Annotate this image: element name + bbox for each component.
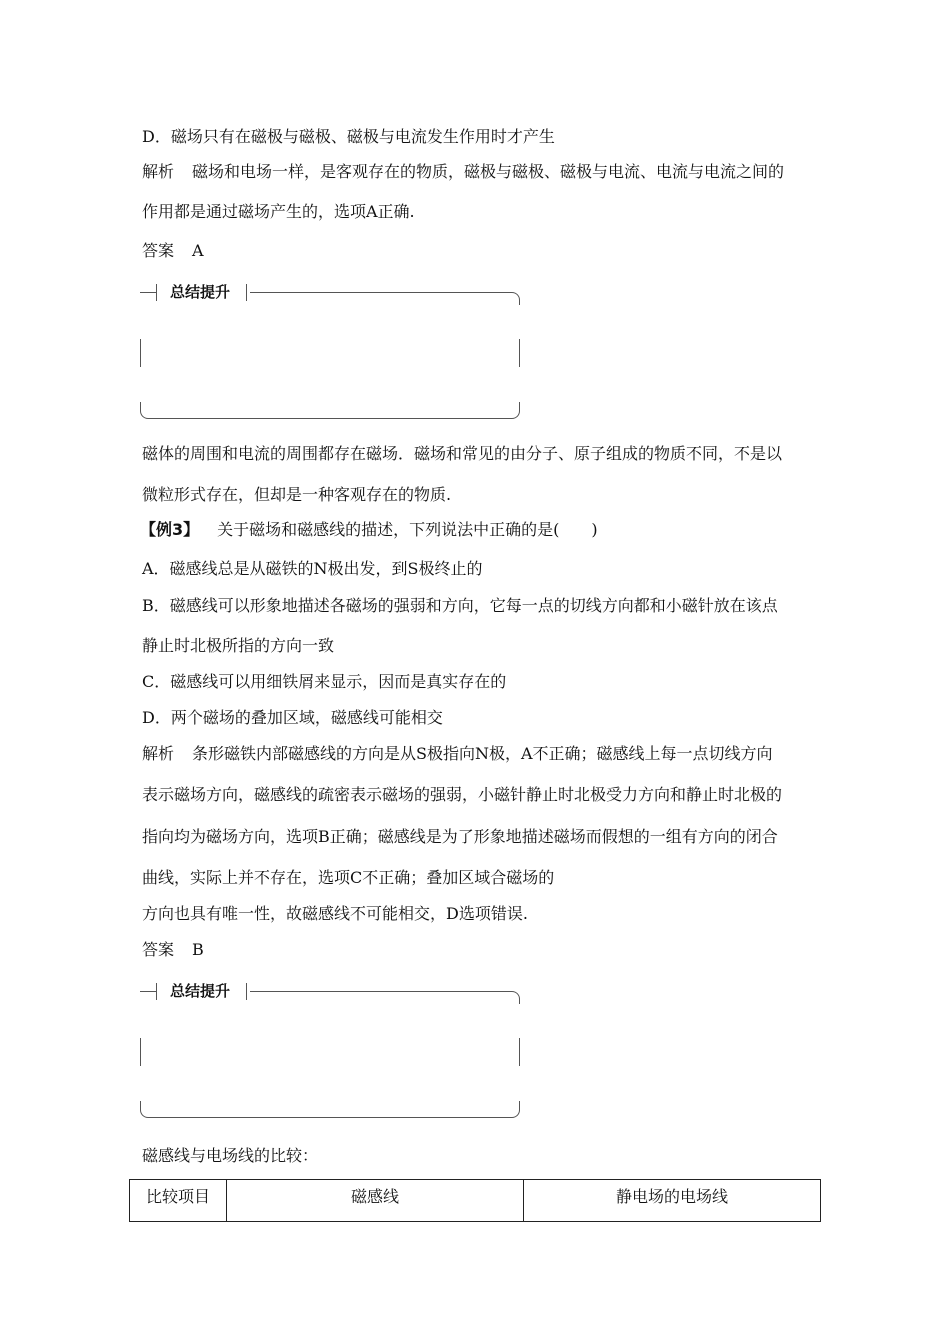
answer-2 <box>142 939 204 961</box>
analysis-text: 条形磁铁内部磁感线的方向是从S极指向N极，A不正确；磁感线上每一点切线方向 <box>192 744 773 763</box>
option-a: A．磁感线总是从磁铁的N极出发，到S极终止的 <box>142 559 483 578</box>
option-d: D．两个磁场的叠加区域，磁感线可能相交 <box>142 708 443 727</box>
box-bottom-edge <box>140 1101 520 1118</box>
box-bar-left <box>156 983 157 1000</box>
comparison-intro: 磁感线与电场线的比较： <box>142 1146 319 1165</box>
analysis-2-line-1 <box>142 743 773 765</box>
answer-value: A <box>192 241 204 260</box>
box-side-left <box>140 1038 141 1066</box>
summary-box-title: 总结提升 <box>170 283 231 301</box>
box-tick <box>140 991 156 992</box>
box-side-right <box>519 339 520 367</box>
answer-label: 答案 <box>142 940 175 959</box>
summary-1-line-1: 磁体的周围和电流的周围都存在磁场．磁场和常见的由分子、原子组成的物质不同，不是以 <box>142 444 783 463</box>
summary-1-line-2: 微粒形式存在，但却是一种客观存在的物质. <box>142 485 452 504</box>
box-bar-right <box>246 983 247 1000</box>
analysis-1-line-2: 作用都是通过磁场产生的，选项A正确. <box>142 202 415 221</box>
analysis-label: 解析 <box>142 162 175 181</box>
box-bar-left <box>156 284 157 301</box>
box-bar-right <box>246 284 247 301</box>
analysis-text: 磁场和电场一样，是客观存在的物质，磁极与磁极、磁极与电流、电流与电流之间的 <box>192 162 785 181</box>
box-tick <box>140 292 156 293</box>
box-side-right <box>519 1038 520 1066</box>
option-b-line-2: 静止时北极所指的方向一致 <box>142 636 335 655</box>
table-header-row <box>130 1180 821 1222</box>
analysis-label: 解析 <box>142 744 175 763</box>
answer-label: 答案 <box>142 241 175 260</box>
box-side-left <box>140 339 141 367</box>
summary-box-2 <box>140 983 520 1118</box>
answer-1 <box>142 240 204 262</box>
analysis-2-line-4: 曲线，实际上并不存在，选项C不正确；叠加区域合磁场的 <box>142 868 555 887</box>
summary-box-1 <box>140 284 520 419</box>
table-header-cell: 比较项目 <box>130 1180 227 1222</box>
example-3-question <box>140 519 598 541</box>
option-d-prev: D．磁场只有在磁极与磁极、磁极与电流发生作用时才产生 <box>142 127 555 146</box>
answer-value: B <box>192 940 204 959</box>
table-header-cell: 静电场的电场线 <box>524 1180 821 1222</box>
box-top-edge <box>250 292 520 305</box>
option-c: C．磁感线可以用细铁屑来显示，因而是真实存在的 <box>142 672 507 691</box>
option-b-line-1: B．磁感线可以形象地描述各磁场的强弱和方向，它每一点的切线方向都和小磁针放在该点 <box>142 596 778 615</box>
table-header-cell: 磁感线 <box>227 1180 524 1222</box>
analysis-2-line-3: 指向均为磁场方向，选项B正确；磁感线是为了形象地描述磁场而假想的一组有方向的闭合 <box>142 827 778 846</box>
summary-box-title: 总结提升 <box>170 982 231 1000</box>
analysis-1-line-1 <box>142 161 784 183</box>
comparison-table <box>129 1179 821 1222</box>
analysis-2-line-2: 表示磁场方向，磁感线的疏密表示磁场的强弱，小磁针静止时北极受力方向和静止时北极的 <box>142 785 783 804</box>
example-tag: 【例3】 <box>140 520 200 539</box>
box-top-edge <box>250 991 520 1004</box>
analysis-2-line-5: 方向也具有唯一性，故磁感线不可能相交，D选项错误. <box>142 904 528 923</box>
box-bottom-edge <box>140 402 520 419</box>
question-text: 关于磁场和磁感线的描述，下列说法中正确的是( ) <box>217 520 598 539</box>
